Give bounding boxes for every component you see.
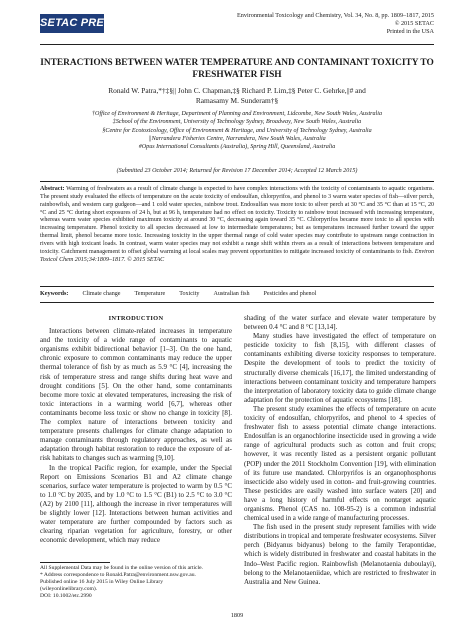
footnote: * Address correspondence to Ronald.Patra@environment.nsw.gov.au. [40, 572, 196, 579]
header-divider [40, 44, 434, 45]
footnote: Published online 16 July 2015 in Wiley Online Library [40, 579, 164, 586]
keywords [40, 291, 434, 297]
keyword: Australian fish [213, 291, 250, 297]
footnote: All Supplemental Data may be found in the online version of this article. [40, 565, 203, 571]
affiliation: §Centre for Ecotoxicology, Office of Environment & Heritage, and University of Technology Sydney, Australia [102, 127, 372, 134]
paragraph: Interactions between climate-related increases in temperature and the toxicity of a wide range of contaminants to aquatic organisms exhibit bidirectional behavior [1–3]. On the one hand, chronic exposure to common contaminants may reduce the upper thermal tolerance of fish by as much as 5.9 °C [4], increasing the risk of temperature stress and range shifts during heat wave and drought conditions [5]. On the other hand, some contaminants become more toxic at elevated temperatures, increasing the risk of toxic interactions in a warming world [6,7], whereas other contaminants become less toxic or show no change in toxicity [8]. The complex nature of interactions between toxicity and temperature presents challenges for climate change adaptation to manage contaminants through regulatory approaches, as well as adaptation through habitat restoration to reduce the exposure of at-risk habitats to changes such as warming [9,10]. [40, 327, 232, 463]
paragraph: The present study examines the effects of temperature on acute toxicity of endosulfan, chlorpyrifos, and phenol to 4 species of freshwater fish to assess potential climate change interactions. Endosulfan is an organochlorine insecticide used in growing a wide range of agricultural products such as cotton and fruit crops; however, it was recently listed as a persistent organic pollutant (POP) under the 2011 Stockholm Convention [19], with elimination of its future use mandated. Chlorpyrifos is an organophosphorus insecticide also widely used in cotton- and fruit-growing countries. These pesticides are easily washed into surface waters [20] and have a long history of harmful effects on nontarget aquatic organisms. Phenol (CAS no. 108-95-2) is a common industrial chemical used in a wide range of manufacturing processes. [244, 404, 436, 523]
keyword: Climate change [82, 291, 121, 297]
paragraph: Many studies have investigated the effect of temperature on pesticide toxicity to fish [8,15], with different classes of contaminants exhibiting diverse toxicity responses to temperature. Despite the development of tools to predict the toxicity of structurally diverse chemicals [16,17], the limited understanding of interactions between contaminant toxicity and temperature hampers the interpretation of laboratory toxicity data to guide climate change adaptation for the protection of aquatic ecosystems [18]. [244, 332, 436, 404]
section-heading: INTRODUCTION [108, 315, 164, 322]
affiliation: ||Narrandera Fisheries Centre, Narrandera, New South Wales, Australia [148, 135, 326, 142]
page-number: 1809 [230, 612, 244, 619]
footnote-divider [40, 562, 110, 563]
abstract-citation: Environ Toxicol Chem 2015;34:1809–1817. © 2015 SETAC [40, 248, 435, 263]
keywords-label: Keywords: [40, 291, 69, 297]
keyword: Toxicity [179, 291, 200, 297]
affiliations [40, 110, 434, 151]
keyword: Pesticides and phenol [263, 291, 317, 297]
keyword: Temperature [134, 291, 166, 297]
footnote: DOI: 10.1002/etc.2990 [40, 593, 92, 600]
affiliation: †Office of Environment & Heritage, Department of Planning and Environment, Lidcombe, New South Wales, Australia [92, 111, 382, 117]
keywords-bottom-divider [40, 302, 434, 303]
journal-citation: Environmental Toxicology and Chemistry, Vol. 34, No. 8, pp. 1809–1817, 2015 [237, 12, 434, 19]
footnote: (wileyonlinelibrary.com). [40, 586, 98, 593]
paragraph: In the tropical Pacific region, for example, under the Special Report on Emissions Scenarios B1 and A2 climate change scenarios, surface water temperature is projected to warm by 0.5 °C to 1.0 °C by 2035, and by 1.0 °C to 1.5 °C (B1) to 2.5 °C to 3.0 °C (A2) by 2100 [11], although the increase in river temperatures will be slightly lower [12]. Interactions between human activities and water temperature are further compounded by factors such as clearing riparian vegetation for agriculture, forestry, or other economic development, which may reduce [40, 463, 232, 545]
article-title: INTERACTIONS BETWEEN WATER TEMPERATURE AND CONTAMINANT TOXICITY TO FRESHWATER FISH [40, 58, 434, 80]
author-list [40, 86, 434, 106]
abstract-label: Abstract: [40, 186, 65, 192]
abstract [40, 186, 434, 264]
abstract-top-divider [40, 181, 434, 182]
journal-copyright: © 2015 SETAC [394, 20, 434, 27]
submission-dates: (Submitted 23 October 2014; Returned for Revision 17 December 2014; Accepted 12 March 2015) [116, 168, 358, 174]
setac-press-logo: SETAC PRESS [40, 14, 104, 33]
author-line-1: Ronald W. Patra,*†‡§|| John C. Chapman,‡§ Richard P. Lim,‡§ Peter C. Gehrke,||# and [108, 86, 366, 95]
affiliation: ‡School of the Environment, University of Technology Sydney, Broadway, New South Wales, Australia [112, 119, 362, 126]
abstract-text: Warming of freshwaters as a result of climate change is expected to have complex interactions with the toxicity of contaminants to aquatic organisms. The present study evaluated the effects of temperature on the acute toxicity of endosulfan, chlorpyrifos, and phenol to 3 warm water species of fish—silver perch, rainbowfish, and western carp gudgeon—and 1 cold water species, rainbow trout. Endosulfan was more toxic to silver perch at 30 °C and 35 °C than at 15 °C, 20 °C and 25 °C during short exposures of 24 h, but at 96 h, temperature had no effect on toxicity. Toxicity to rainbow trout increased with increasing temperature, whereas warm water species exhibited maximum toxicity at around 30 °C, decreasing again toward 35 °C. Chlorpyrifos became more toxic to all species with increasing temperature. Phenol toxicity to all species decreased at low to intermediate temperatures; but as temperatures increased further toward the upper thermal limit, phenol became more toxic. Increasing toxicity in the upper thermal range of cold water species may contribute to upstream range contraction in rivers with high toxicant loads. In contrast, warm water species may not exhibit a range shift within rivers as a result of interactions between temperature and toxicity. Catchment management to offset global warming at local scales may prevent opportunities to mitigate increased toxicity of contaminants to fish. [40, 186, 434, 255]
journal-printed: Printed in the USA [386, 28, 434, 35]
footnotes [40, 565, 232, 600]
keywords-top-divider [40, 286, 434, 287]
affiliation: #Opus International Consultants (Australia), Spring Hill, Queensland, Australia [138, 144, 336, 151]
paragraph: The fish used in the present study represent families with wide distributions in tropical and temperate freshwater ecosystems. Silver perch (Bidyanus bidyanus) belong to the family Terapontidae, which is widely distributed in freshwater and coastal habitats in the Indo–West Pacific region. Rainbowfish (Melanotaenia duboulayi), belong to the Melanotaeniidae, which are restricted to freshwater in Australia and New Guinea. [244, 523, 436, 586]
paragraph: shading of the water surface and elevate water temperature by between 0.4 °C and 8 °C [13,14]. [244, 314, 436, 332]
right-column [244, 314, 436, 587]
left-column [40, 314, 232, 545]
journal-info [237, 12, 434, 36]
author-line-2: Ramasamy M. Sunderam†§ [195, 96, 279, 105]
